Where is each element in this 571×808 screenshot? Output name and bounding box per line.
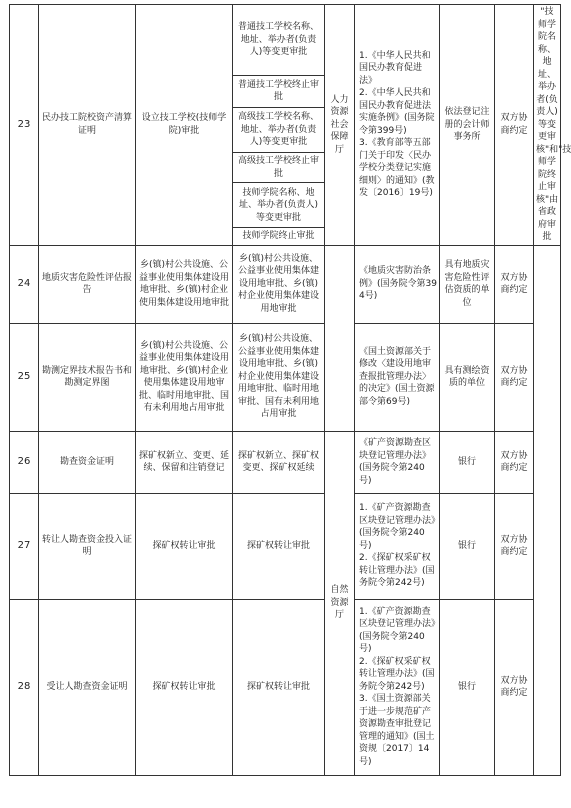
table-row bbox=[10, 5, 561, 76]
legal-basis: 《国土资源部关于修改〈建设用地审查报批管理办法〉的决定》(国土资源部令第69号) bbox=[355, 323, 440, 431]
charge-method: 双方协商约定 bbox=[495, 599, 534, 775]
sub-matter: 探矿权转让审批 bbox=[233, 599, 325, 775]
table-row bbox=[10, 493, 561, 599]
charge-method: 双方协商约定 bbox=[495, 245, 534, 323]
approval-matter: 乡(镇)村公共设施、公益事业使用集体建设用地审批、乡(镇)村企业使用集体建设用地审批、临时用地审批、国有未利用地占用审批 bbox=[136, 323, 233, 431]
row-number: 23 bbox=[10, 5, 39, 246]
table-row bbox=[10, 431, 561, 493]
service-provider: 具有地质灾害危险性评估资质的单位 bbox=[440, 245, 495, 323]
department-empty bbox=[325, 245, 355, 431]
approval-matter: 探矿权转让审批 bbox=[136, 493, 233, 599]
intermediary-material: 地质灾害危险性评估报告 bbox=[39, 245, 136, 323]
sub-matter: 技师学院终止审批 bbox=[233, 228, 325, 245]
table-row bbox=[10, 323, 561, 431]
service-provider: 银行 bbox=[440, 599, 495, 775]
approval-matter: 探矿权新立、变更、延续、保留和注销登记 bbox=[136, 431, 233, 493]
row-number: 26 bbox=[10, 431, 39, 493]
charge-method: 双方协商约定 bbox=[495, 5, 534, 246]
service-provider: 具有测绘资质的单位 bbox=[440, 323, 495, 431]
intermediary-material: 受让人勘查资金证明 bbox=[39, 599, 136, 775]
remark: "技师学院名称、地址、举办者(负责人)等变更审核"和"技师学院终止审核"由省政府审批 bbox=[534, 5, 561, 246]
legal-basis: 《地质灾害防治条例》(国务院令第394号) bbox=[355, 245, 440, 323]
intermediary-material: 转让人勘查资金投入证明 bbox=[39, 493, 136, 599]
approval-matter: 探矿权转让审批 bbox=[136, 599, 233, 775]
service-provider: 银行 bbox=[440, 493, 495, 599]
charge-method: 双方协商约定 bbox=[495, 493, 534, 599]
intermediary-material: 民办技工院校资产清算证明 bbox=[39, 5, 136, 246]
legal-basis: 1.《矿产资源勘查区块登记管理办法》(国务院令第240号) 2.《探矿权采矿权转让管理办法》(国务院令第242号) 3.《国土资源部关于进一步规范矿产资源勘查审批登记管理的通知》(国土资规〔2017〕14号) bbox=[355, 599, 440, 775]
charge-method: 双方协商约定 bbox=[495, 431, 534, 493]
service-provider: 银行 bbox=[440, 431, 495, 493]
sub-matter: 乡(镇)村公共设施、公益事业使用集体建设用地审批、乡(镇)村企业使用集体建设用地审批、临时用地审批、国有未利用地占用审批 bbox=[233, 323, 325, 431]
service-items-table bbox=[9, 4, 571, 776]
row-number: 27 bbox=[10, 493, 39, 599]
sub-matter: 探矿权转让审批 bbox=[233, 493, 325, 599]
sub-matter: 技师学院名称、地址、举办者(负责人)等变更审批 bbox=[233, 183, 325, 228]
table-row bbox=[10, 245, 561, 323]
legal-basis: 《矿产资源勘查区块登记管理办法》(国务院令第240号) bbox=[355, 431, 440, 493]
sub-matter: 高级技工学校名称、地址、举办者(负责人)等变更审批 bbox=[233, 108, 325, 153]
sub-matter: 普通技工学校终止审批 bbox=[233, 75, 325, 107]
sub-matter: 普通技工学校名称、地址、举办者(负责人)等变更审批 bbox=[233, 5, 325, 76]
table-row bbox=[10, 599, 561, 775]
intermediary-material: 勘测定界技术报告书和勘测定界图 bbox=[39, 323, 136, 431]
legal-basis: 1.《中华人民共和国民办教育促进法》 2.《中华人民共和国民办教育促进法实施条例》(国务院令第399号) 3.《教育部等五部门关于印发〈民办学校分类登记实施细则〉的通知》(教发〔2016〕19号) bbox=[355, 5, 440, 246]
approval-matter: 设立技工学校(技师学院)审批 bbox=[136, 5, 233, 246]
sub-matter: 高级技工学校终止审批 bbox=[233, 153, 325, 183]
approval-matter: 乡(镇)村公共设施、公益事业使用集体建设用地审批、乡(镇)村企业使用集体建设用地审批 bbox=[136, 245, 233, 323]
row-number: 25 bbox=[10, 323, 39, 431]
remark-empty bbox=[534, 245, 561, 775]
sub-matter: 探矿权新立、探矿权变更、探矿权延续 bbox=[233, 431, 325, 493]
department: 人力资源社会保障厅 bbox=[325, 5, 355, 246]
charge-method: 双方协商约定 bbox=[495, 323, 534, 431]
sub-matter: 乡(镇)村公共设施、公益事业使用集体建设用地审批、乡(镇)村企业使用集体建设用地审批 bbox=[233, 245, 325, 323]
row-number: 24 bbox=[10, 245, 39, 323]
legal-basis: 1.《矿产资源勘查区块登记管理办法》(国务院令第240号) 2.《探矿权采矿权转让管理办法》(国务院令第242号) bbox=[355, 493, 440, 599]
department: 自然资源厅 bbox=[325, 431, 355, 775]
intermediary-material: 勘查资金证明 bbox=[39, 431, 136, 493]
row-number: 28 bbox=[10, 599, 39, 775]
service-provider: 依法登记注册的会计师事务所 bbox=[440, 5, 495, 246]
